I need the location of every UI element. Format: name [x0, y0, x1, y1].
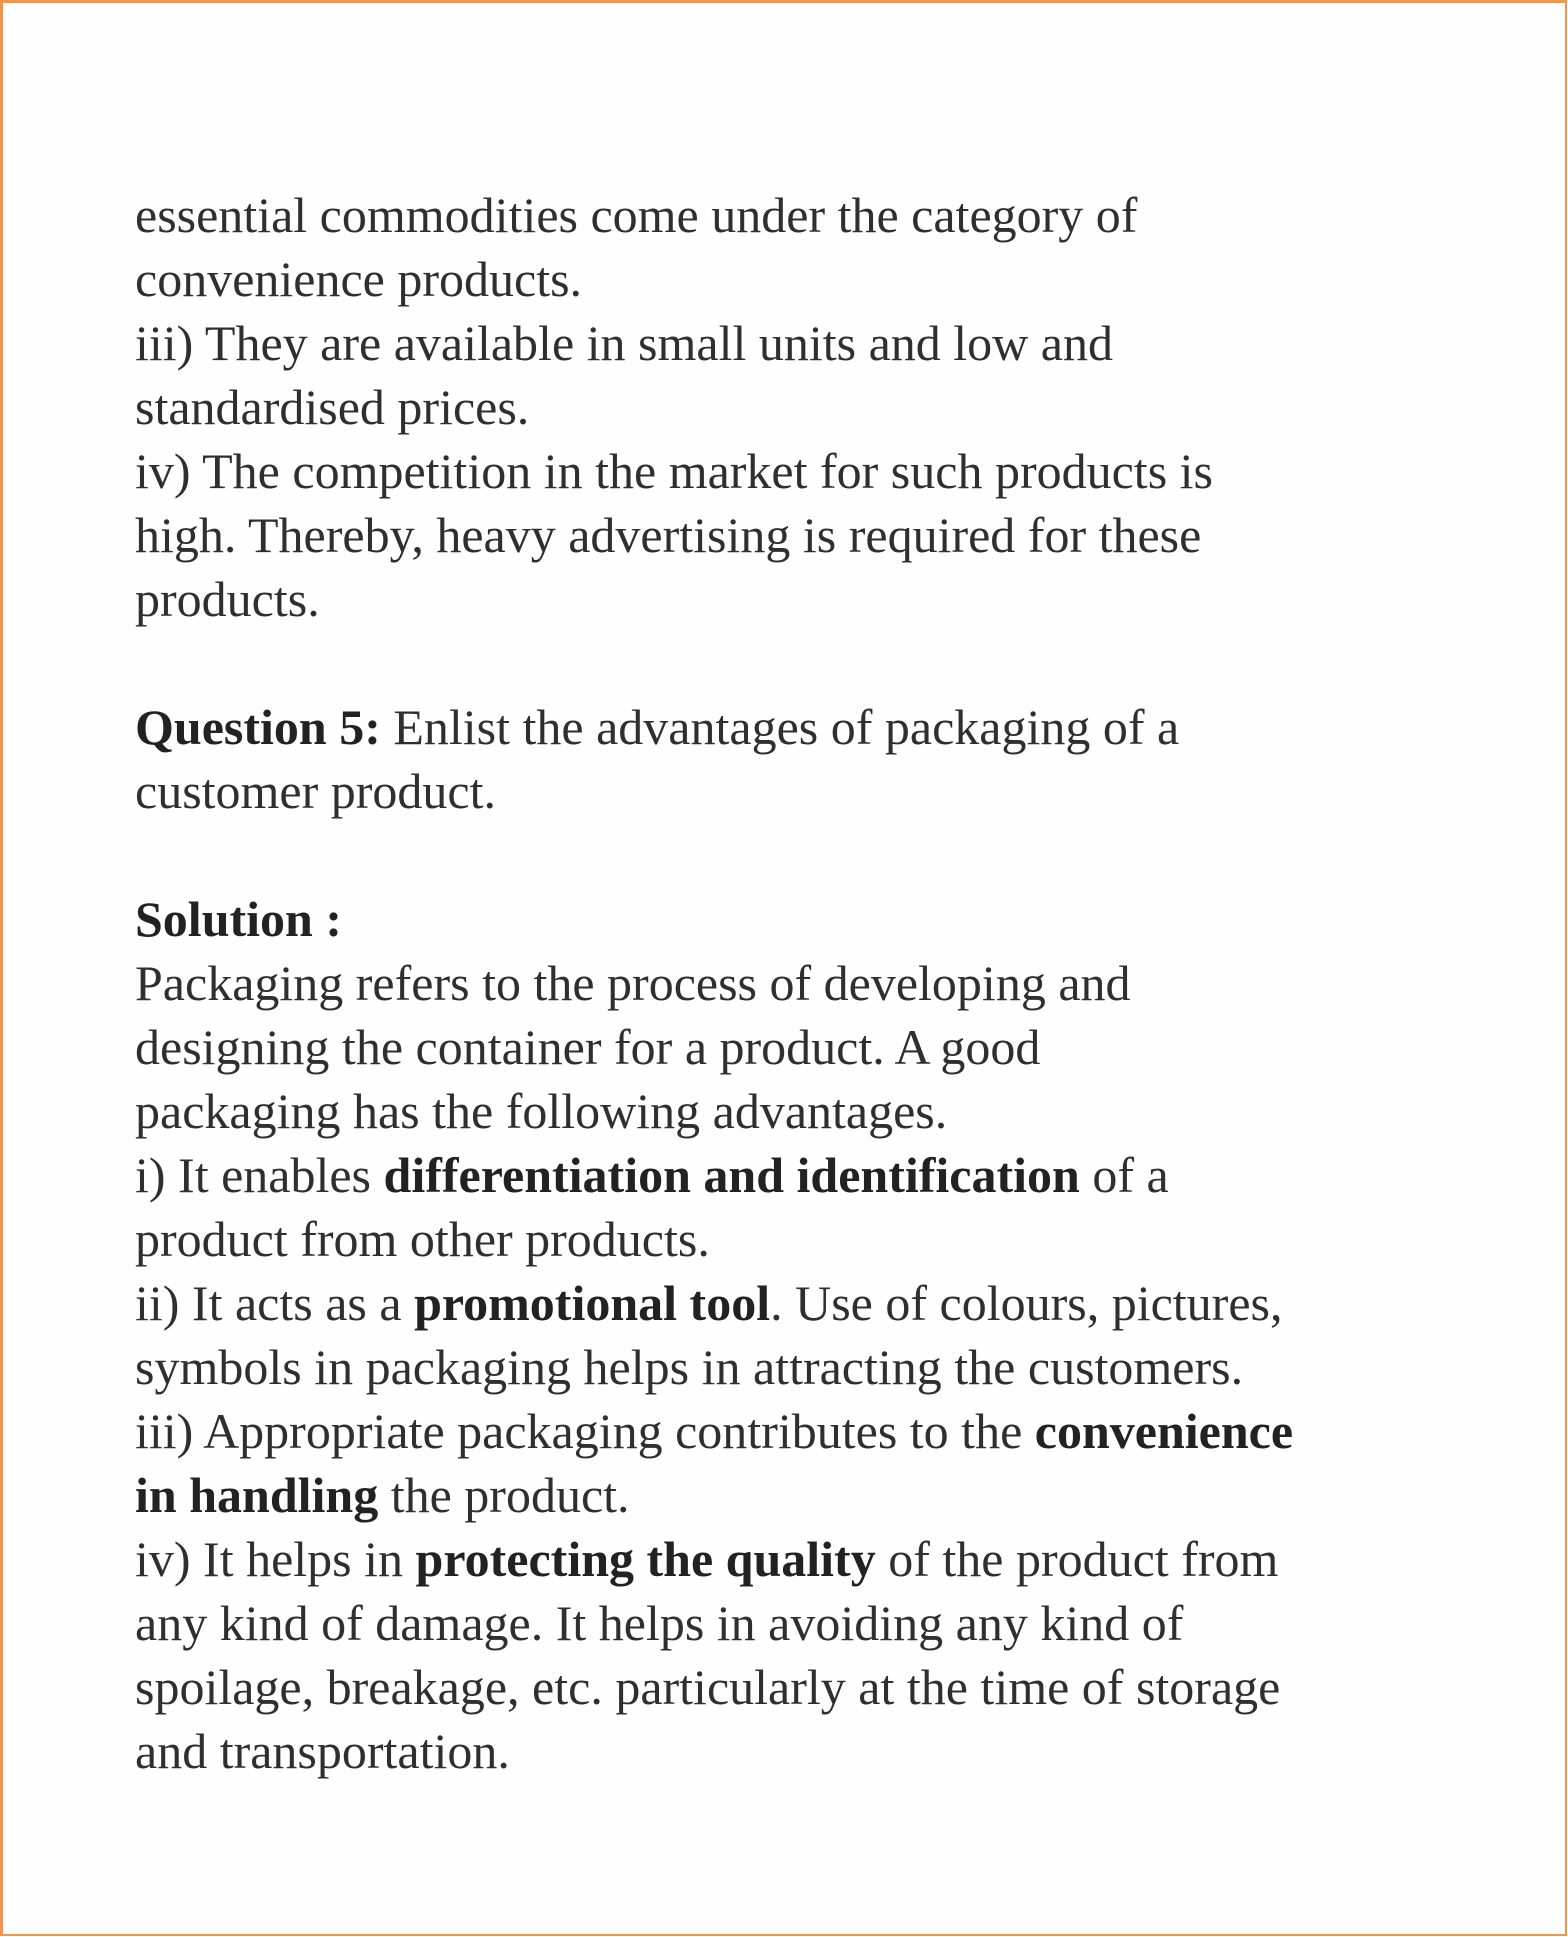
- text: ii) It acts as a: [135, 1275, 415, 1331]
- document-page: [135, 183, 1455, 1783]
- bold-term: in handling: [135, 1467, 379, 1523]
- question-block: [135, 695, 1455, 823]
- text-line: designing the container for a product. A good: [135, 1019, 1041, 1075]
- text-line: products.: [135, 571, 320, 627]
- question-text: Enlist the advantages of packaging of a: [380, 699, 1180, 755]
- text-line: iv) The competition in the market for such products is: [135, 443, 1214, 499]
- text: of the product from: [875, 1531, 1279, 1587]
- bold-term: convenience: [1034, 1403, 1294, 1459]
- bold-term: protecting the quality: [415, 1531, 876, 1587]
- solution-heading: [135, 887, 1455, 951]
- text-line: symbols in packaging helps in attracting the customers.: [135, 1339, 1244, 1395]
- point-1-line: [135, 1143, 1455, 1207]
- text: the product.: [378, 1467, 630, 1523]
- text: i) It enables: [135, 1147, 384, 1203]
- bold-term: promotional tool: [414, 1275, 771, 1331]
- text-line: Packaging refers to the process of developing and: [135, 955, 1131, 1011]
- text-line: product from other products.: [135, 1211, 710, 1267]
- question-line: customer product.: [135, 763, 497, 819]
- text-line: convenience products.: [135, 251, 583, 307]
- continuation-paragraph: [135, 183, 1455, 631]
- point-2-line: [135, 1271, 1455, 1335]
- bold-term: differentiation and identification: [383, 1147, 1080, 1203]
- question-line: [135, 695, 1455, 759]
- solution-block: [135, 887, 1455, 1783]
- text-line: standardised prices.: [135, 379, 530, 435]
- point-4-line: [135, 1527, 1455, 1591]
- text: iv) It helps in: [135, 1531, 416, 1587]
- text: . Use of colours, pictures,: [770, 1275, 1283, 1331]
- text-line: any kind of damage. It helps in avoiding any kind of: [135, 1595, 1184, 1651]
- text-line: essential commodities come under the category of: [135, 187, 1138, 243]
- text-line: spoilage, breakage, etc. particularly at the time of storage: [135, 1659, 1281, 1715]
- solution-label: Solution :: [135, 891, 343, 947]
- text-line: packaging has the following advantages.: [135, 1083, 948, 1139]
- text-line: [135, 1463, 1455, 1527]
- text-line: iii) They are available in small units and low and: [135, 315, 1113, 371]
- text: of a: [1079, 1147, 1169, 1203]
- text: iii) Appropriate packaging contributes to the: [135, 1403, 1035, 1459]
- text-line: and transportation.: [135, 1723, 510, 1779]
- point-3-line: [135, 1399, 1455, 1463]
- text-line: high. Thereby, heavy advertising is required for these: [135, 507, 1202, 563]
- question-label: Question 5:: [135, 699, 381, 755]
